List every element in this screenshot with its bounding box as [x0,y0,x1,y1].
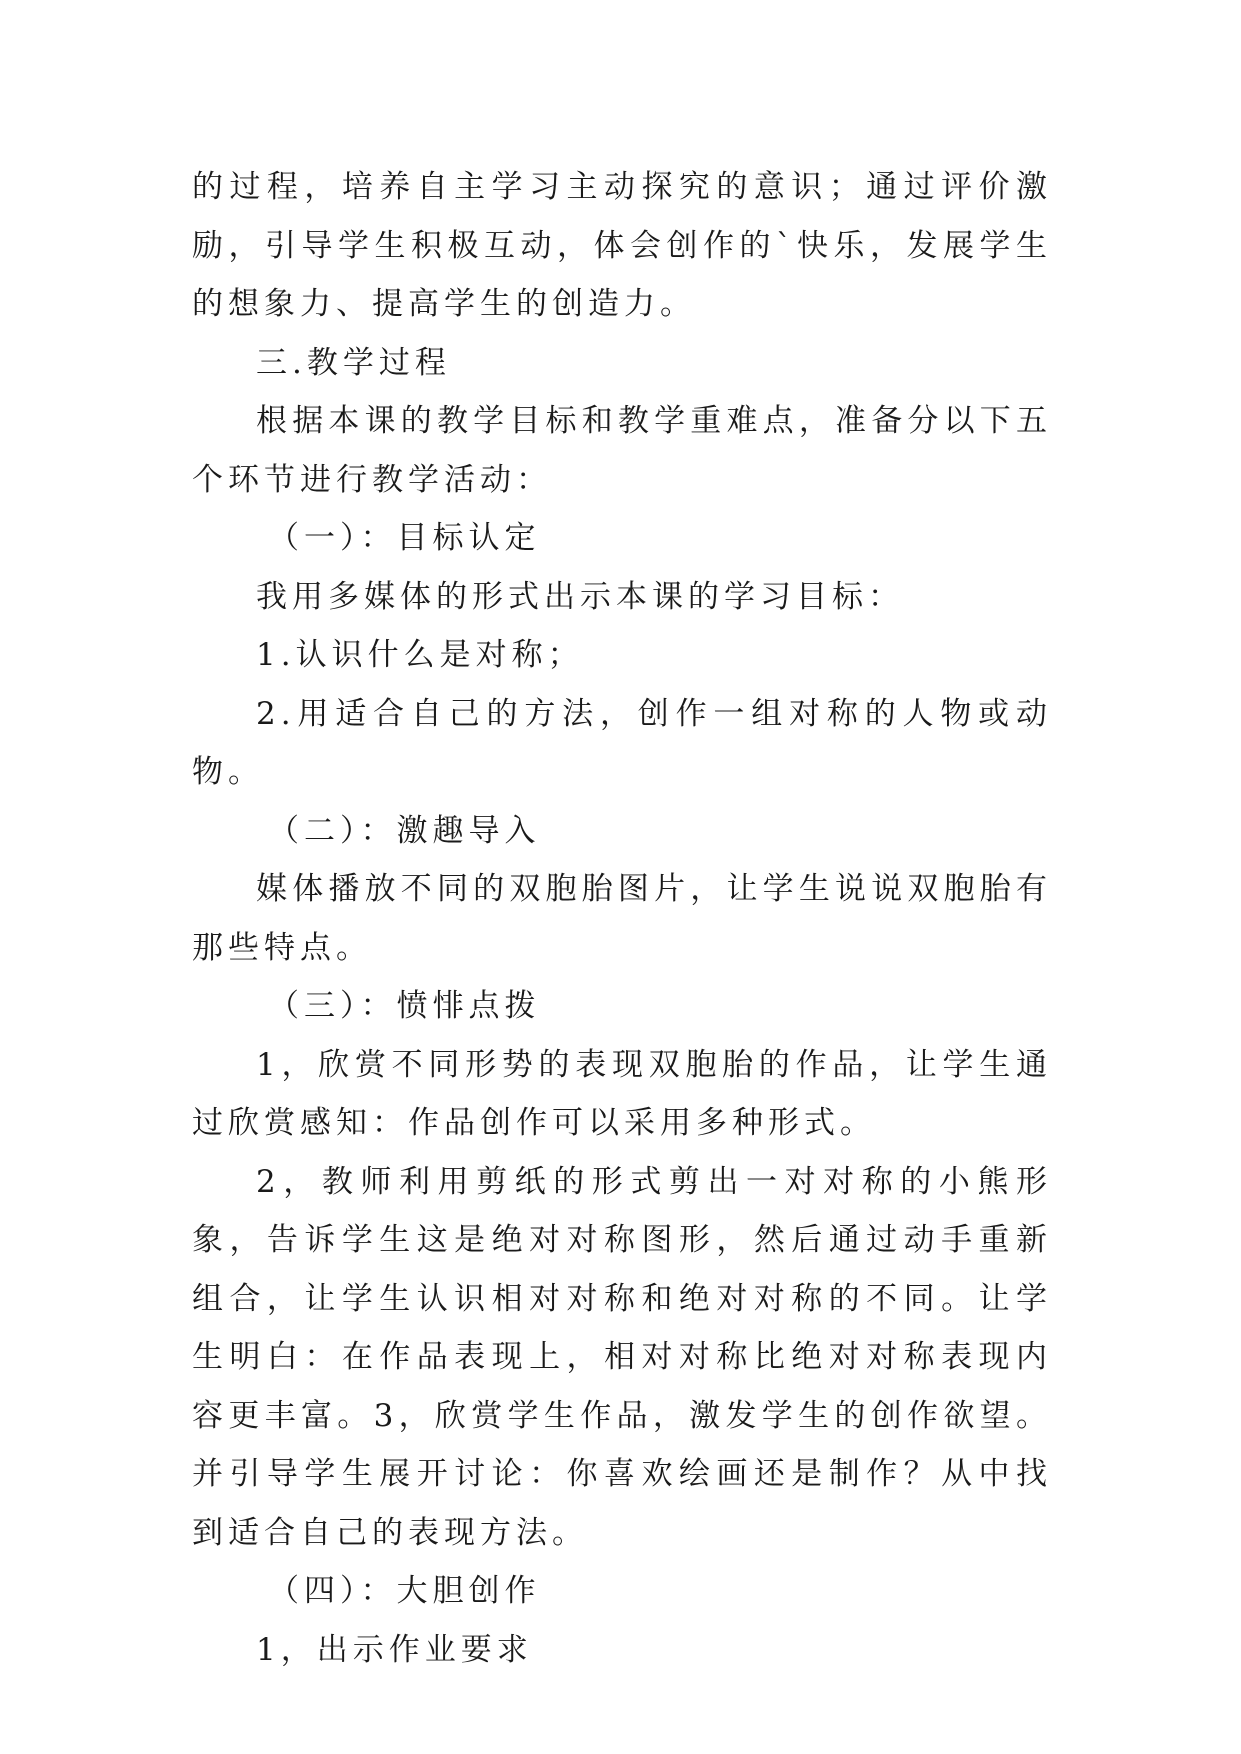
subheading-creation: （四）：大胆创作 [268,1573,541,1609]
paragraph-appreciation: 1，欣赏不同形势的表现双胞胎的作品，让学生通过欣赏感知：作品创作可以采用多种形式。 [192,1046,1052,1141]
goal-item-2: 2.用适合自己的方法，创作一组对称的人物或动物。 [192,695,1052,790]
section-heading-teaching-process: 三.教学过程 [256,344,451,381]
goal-item-1: 1.认识什么是对称； [256,637,584,673]
subheading-goal-setting: （一）：目标认定 [268,520,541,556]
paragraph-five-stages: 根据本课的教学目标和教学重难点，准备分以下五个环节进行教学活动： [192,403,1052,498]
paragraph-intro-continuation: 的过程，培养自主学习主动探究的意识；通过评价激励，引导学生积极互动，体会创作的`快乐，发展学生的想象力、提高学生的创造力。 [192,169,1052,322]
paragraph-paper-cutting: 2，教师利用剪纸的形式剪出一对对称的小熊形象，告诉学生这是绝对对称图形，然后通过动手重新组合，让学生认识相对对称和绝对对称的不同。让学生明白：在作品表现上，相对对称比绝对对称表现内容更丰富。3，欣赏学生作品，激发学生的创作欲望。并引导学生展开讨论：你喜欢绘画还是制作？从中找到适合自己的表现方法。 [192,1163,1052,1551]
subheading-introduction: （二）：激趣导入 [268,812,541,849]
paragraph-twins-pictures: 媒体播放不同的双胞胎图片，让学生说说双胞胎有那些特点。 [192,871,1052,966]
document-page [192,158,1052,1679]
paragraph-assignment: 1，出示作业要求 [256,1631,533,1668]
subheading-guidance: （三）：愤悱点拨 [268,988,541,1024]
paragraph-goals-intro: 我用多媒体的形式出示本课的学习目标： [256,578,904,615]
